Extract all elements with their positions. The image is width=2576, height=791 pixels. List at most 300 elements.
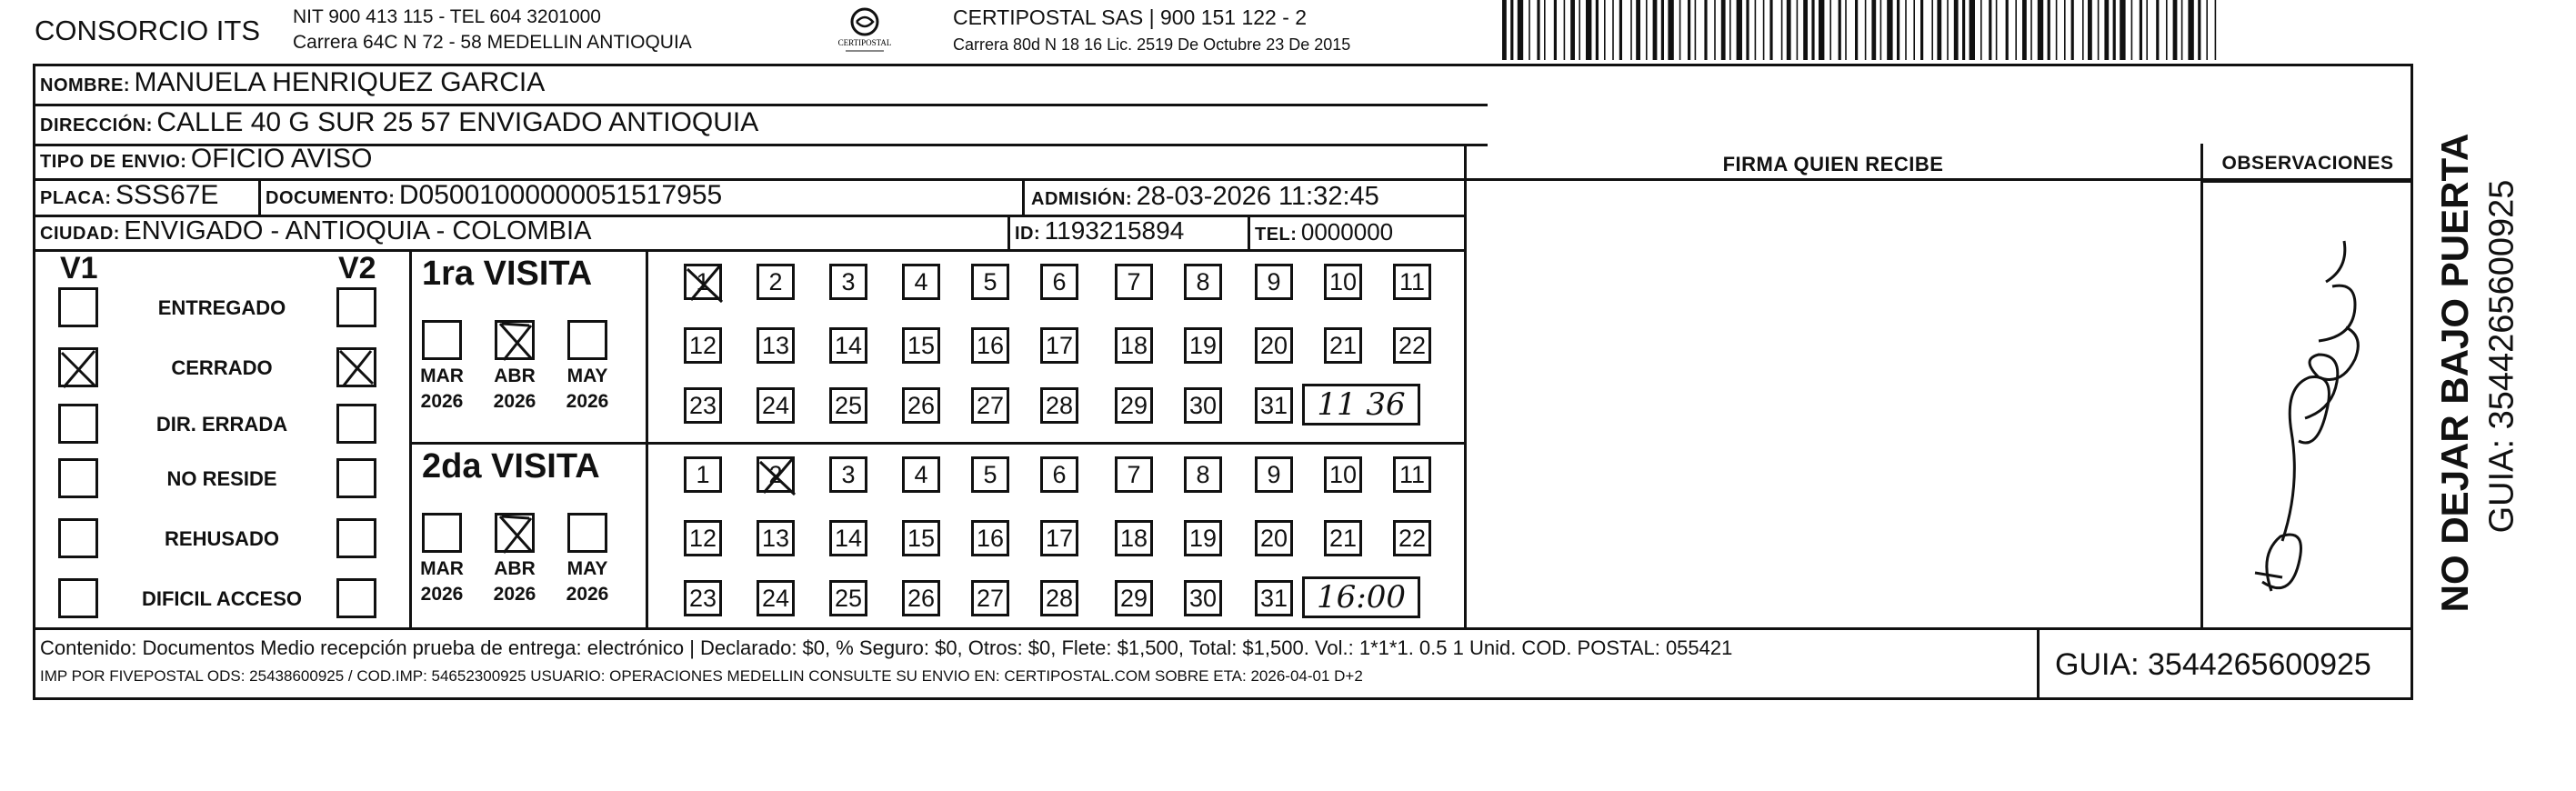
barcode-bar — [1970, 0, 1975, 60]
month-label — [562, 364, 613, 415]
barcode-bar — [1502, 0, 1507, 60]
month-name: ABR — [494, 365, 536, 386]
day-checkbox[interactable] — [971, 456, 1009, 493]
barcode-bar — [1871, 0, 1876, 60]
day-checkbox[interactable] — [902, 580, 940, 616]
day-number: 26 — [907, 391, 936, 419]
barcode-bar — [2215, 0, 2217, 60]
day-number: 17 — [1045, 331, 1074, 359]
barcode-bar — [1819, 0, 1824, 60]
day-checkbox[interactable] — [902, 387, 940, 424]
month-label — [416, 556, 467, 607]
barcode-bar — [1781, 0, 1783, 60]
day-number: 8 — [1196, 460, 1210, 488]
day-number: 28 — [1045, 391, 1074, 419]
v2-label: V2 — [338, 251, 376, 285]
v1-checkbox[interactable] — [58, 458, 98, 498]
barcode-bar — [1554, 0, 1557, 60]
day-check-mark — [757, 456, 798, 496]
barcode-bar — [2166, 0, 2168, 60]
barcode-bar — [2173, 0, 2178, 60]
day-number: 2 — [768, 460, 783, 488]
footer-contenido: Contenido: Documentos Medio recepción prueba de entrega: electrónico | Declarado: $0, % Seguro: $0, Otros: $0, Flete: $1,500, Total: $1,500. Vol.: 1*1*1. 0.5 1 Unid. COD. POSTAL: 055421 — [40, 636, 1733, 659]
observaciones-label: OBSERVACIONES — [2221, 153, 2394, 174]
barcode-bar — [1619, 0, 1622, 60]
day-number: 6 — [1052, 460, 1067, 488]
day-number: 23 — [688, 584, 717, 612]
barcode-bar — [2048, 0, 2050, 60]
v1-checkbox[interactable] — [58, 287, 98, 327]
footer-guia: GUIA: 3544265600925 — [2055, 647, 2371, 682]
day-check-mark — [684, 264, 726, 304]
day-checkbox[interactable] — [971, 327, 1009, 364]
visit-title: 2da VISITA — [422, 447, 600, 486]
month-year: 2026 — [420, 391, 464, 412]
day-checkbox[interactable] — [1393, 520, 1431, 556]
day-number: 16 — [976, 331, 1005, 359]
day-number: 27 — [976, 391, 1005, 419]
barcode-bar — [1564, 0, 1566, 60]
month-label — [562, 556, 613, 607]
barcode-bar — [1880, 0, 1882, 60]
day-checkbox[interactable] — [1393, 456, 1431, 493]
day-checkbox[interactable] — [1115, 387, 1153, 424]
month-year: 2026 — [493, 584, 536, 605]
month-name: MAY — [566, 558, 608, 579]
day-checkbox[interactable] — [1255, 387, 1293, 424]
ciudad-cell — [40, 216, 591, 246]
barcode-bar — [2022, 0, 2027, 60]
barcode-bar — [1704, 0, 1707, 60]
barcode-bar — [1897, 0, 1899, 60]
barcode-bar — [2015, 0, 2017, 60]
handwritten-signature — [2219, 227, 2382, 618]
day-checkbox[interactable] — [829, 456, 867, 493]
barcode-bar — [1769, 0, 1772, 60]
day-checkbox[interactable] — [1184, 520, 1222, 556]
day-number: 28 — [1045, 584, 1074, 612]
month-checkbox[interactable] — [422, 320, 462, 360]
day-checkbox[interactable] — [757, 327, 795, 364]
day-number: 22 — [1398, 524, 1427, 552]
barcode-bar — [2131, 0, 2133, 60]
day-checkbox[interactable] — [757, 520, 795, 556]
barcode-bar — [2146, 0, 2148, 60]
day-number: 12 — [688, 524, 717, 552]
barcode-bar — [1668, 0, 1673, 60]
day-number: 1 — [696, 267, 710, 295]
day-checkbox[interactable] — [684, 580, 722, 616]
v2-checkbox[interactable] — [336, 347, 376, 387]
day-checkbox[interactable] — [829, 520, 867, 556]
barcode-bar — [1579, 0, 1580, 60]
barcode-bar — [1803, 0, 1808, 60]
barcode-bar — [1653, 0, 1658, 60]
day-number: 29 — [1119, 584, 1148, 612]
status-label: ENTREGADO — [157, 296, 286, 319]
day-checkbox[interactable] — [684, 456, 722, 493]
barcode-bar — [1905, 0, 1907, 60]
day-checkbox[interactable] — [757, 456, 795, 493]
day-number: 31 — [1259, 584, 1288, 612]
month-checkbox[interactable] — [422, 513, 462, 553]
day-checkbox[interactable] — [829, 327, 867, 364]
day-checkbox[interactable] — [1115, 264, 1153, 300]
v2-checkbox[interactable] — [336, 518, 376, 558]
barcode-bar — [1529, 0, 1530, 60]
v2-checkbox[interactable] — [336, 578, 376, 618]
day-number: 5 — [983, 267, 997, 295]
day-checkbox[interactable] — [1255, 580, 1293, 616]
certipostal-logo — [837, 5, 893, 56]
day-number: 12 — [688, 331, 717, 359]
id-cell — [1015, 216, 1184, 245]
day-number: 5 — [983, 460, 997, 488]
month-label — [416, 364, 467, 415]
barcode-bar — [1737, 0, 1742, 60]
barcode-bar — [1839, 0, 1841, 60]
placa-cell — [40, 180, 218, 211]
day-number: 25 — [834, 391, 863, 419]
v1-label: V1 — [60, 251, 98, 285]
company-address-line: Carrera 64C N 72 - 58 MEDELLIN ANTIOQUIA — [293, 32, 692, 53]
barcode-bar — [2156, 0, 2159, 60]
day-checkbox[interactable] — [1324, 520, 1362, 556]
barcode-bar — [2006, 0, 2009, 60]
day-number: 18 — [1119, 524, 1148, 552]
day-checkbox[interactable] — [902, 327, 940, 364]
barcode-bar — [1920, 0, 1923, 60]
v1-checkbox[interactable] — [58, 404, 98, 444]
direccion-label: DIRECCIÓN: — [40, 115, 153, 135]
day-number: 15 — [907, 524, 936, 552]
barcode-bar — [1829, 0, 1831, 60]
month-name: MAR — [420, 558, 464, 579]
day-number: 6 — [1052, 267, 1067, 295]
day-checkbox[interactable] — [684, 264, 722, 300]
day-number: 19 — [1188, 524, 1218, 552]
barcode-bar — [1947, 0, 1949, 60]
barcode-bar — [2088, 0, 2092, 60]
v2-checkbox[interactable] — [336, 404, 376, 444]
day-number: 20 — [1259, 524, 1288, 552]
day-number: 11 — [1398, 267, 1426, 295]
day-checkbox[interactable] — [1184, 264, 1222, 300]
carrier-address: Carrera 80d N 18 16 Lic. 2519 De Octubre 23 De 2015 — [953, 35, 1351, 54]
svg-text:CERTIPOSTAL: CERTIPOSTAL — [837, 38, 892, 47]
barcode-bar — [1787, 0, 1791, 60]
day-checkbox[interactable] — [1040, 456, 1078, 493]
status-label: REHUSADO — [165, 527, 279, 550]
day-number: 30 — [1188, 584, 1218, 612]
day-number: 9 — [1267, 267, 1281, 295]
barcode-bar — [1612, 0, 1614, 60]
barcode-bar — [1714, 0, 1716, 60]
barcode-bar — [2206, 0, 2208, 60]
company-name: CONSORCIO ITS — [35, 15, 261, 46]
month-checkbox[interactable] — [495, 513, 535, 553]
barcode-bar — [1954, 0, 1959, 60]
day-number: 26 — [907, 584, 936, 612]
barcode-bar — [1855, 0, 1858, 60]
day-checkbox[interactable] — [1255, 520, 1293, 556]
day-checkbox[interactable] — [1393, 327, 1431, 364]
barcode — [1498, 0, 2224, 60]
barcode-bar — [2038, 0, 2043, 60]
v1-checkbox[interactable] — [58, 347, 98, 387]
barcode-bar — [2104, 0, 2109, 60]
day-checkbox[interactable] — [902, 456, 940, 493]
day-number: 3 — [841, 267, 856, 295]
day-number: 24 — [761, 584, 790, 612]
day-number: 19 — [1188, 331, 1218, 359]
barcode-bar — [2030, 0, 2032, 60]
firma-label: FIRMA QUIEN RECIBE — [1722, 153, 1944, 175]
barcode-bar — [1811, 0, 1814, 60]
id-value: 1193215894 — [1044, 216, 1185, 245]
day-checkbox[interactable] — [971, 387, 1009, 424]
status-label: DIR. ERRADA — [155, 413, 288, 436]
day-number: 29 — [1119, 391, 1148, 419]
admision-cell — [1031, 182, 1379, 212]
barcode-bar — [1544, 0, 1546, 60]
month-label — [489, 556, 540, 607]
day-number: 24 — [761, 391, 790, 419]
day-checkbox[interactable] — [1115, 580, 1153, 616]
day-number: 14 — [834, 331, 863, 359]
day-checkbox[interactable] — [1115, 520, 1153, 556]
day-number: 15 — [907, 331, 936, 359]
barcode-bar — [1661, 0, 1664, 60]
day-checkbox[interactable] — [1115, 327, 1153, 364]
day-number: 10 — [1328, 267, 1358, 295]
day-checkbox[interactable] — [1393, 264, 1431, 300]
barcode-bar — [1962, 0, 1965, 60]
day-number: 20 — [1259, 331, 1288, 359]
tipo-label: TIPO DE ENVIO: — [40, 152, 187, 172]
day-checkbox[interactable] — [1324, 456, 1362, 493]
nombre-value: MANUELA HENRIQUEZ GARCIA — [134, 67, 546, 97]
day-number: 3 — [841, 460, 856, 488]
day-number: 11 — [1398, 460, 1426, 488]
barcode-bar — [2120, 0, 2125, 60]
barcode-bar — [2082, 0, 2084, 60]
tipo-value: OFICIO AVISO — [190, 144, 373, 174]
day-checkbox[interactable] — [1040, 580, 1078, 616]
month-name: MAR — [420, 365, 464, 386]
day-checkbox[interactable] — [1255, 327, 1293, 364]
day-checkbox[interactable] — [1184, 456, 1222, 493]
barcode-bar — [1646, 0, 1648, 60]
side-guia: GUIA: 3544265600925 — [2482, 179, 2521, 534]
barcode-bar — [1980, 0, 1982, 60]
month-year: 2026 — [420, 584, 464, 605]
day-number: 27 — [976, 584, 1005, 612]
day-number: 22 — [1398, 331, 1427, 359]
barcode-bar — [1630, 0, 1632, 60]
day-checkbox[interactable] — [1324, 327, 1362, 364]
barcode-bar — [2056, 0, 2058, 60]
month-checkbox[interactable] — [567, 320, 607, 360]
day-checkbox[interactable] — [1115, 456, 1153, 493]
id-label: ID: — [1015, 224, 1041, 244]
barcode-bar — [1755, 0, 1757, 60]
barcode-bar — [1729, 0, 1731, 60]
barcode-bar — [1746, 0, 1749, 60]
direccion-value: CALLE 40 G SUR 25 57 ENVIGADO ANTIOQUIA — [156, 107, 759, 137]
day-number: 2 — [768, 267, 783, 295]
day-number: 25 — [834, 584, 863, 612]
day-checkbox[interactable] — [684, 387, 722, 424]
day-checkbox[interactable] — [1184, 580, 1222, 616]
day-number: 7 — [1127, 460, 1141, 488]
month-year: 2026 — [566, 584, 609, 605]
documento-value: D05001000000051517955 — [398, 180, 723, 210]
hour-handwritten: 11 36 — [1302, 384, 1420, 426]
day-number: 14 — [834, 524, 863, 552]
day-checkbox[interactable] — [1184, 387, 1222, 424]
day-checkbox[interactable] — [1040, 327, 1078, 364]
day-number: 1 — [696, 460, 710, 488]
placa-value: SSS67E — [115, 180, 219, 210]
barcode-bar — [2140, 0, 2142, 60]
day-checkbox[interactable] — [1255, 264, 1293, 300]
barcode-bar — [2064, 0, 2066, 60]
barcode-bar — [2181, 0, 2183, 60]
day-checkbox[interactable] — [971, 264, 1009, 300]
day-number: 4 — [914, 267, 928, 295]
day-checkbox[interactable] — [829, 264, 867, 300]
day-number: 18 — [1119, 331, 1148, 359]
day-checkbox[interactable] — [902, 264, 940, 300]
day-checkbox[interactable] — [829, 387, 867, 424]
admision-label: ADMISIÓN: — [1031, 189, 1133, 209]
barcode-bar — [1721, 0, 1726, 60]
day-number: 17 — [1045, 524, 1074, 552]
carrier-name: CERTIPOSTAL SAS | 900 151 122 - 2 — [953, 5, 1308, 29]
v2-checkbox[interactable] — [336, 458, 376, 498]
barcode-bar — [1695, 0, 1697, 60]
company-nit-line: NIT 900 413 115 - TEL 604 3201000 — [293, 6, 601, 27]
hour-handwritten: 16:00 — [1302, 576, 1420, 618]
day-checkbox[interactable] — [757, 580, 795, 616]
barcode-bar — [1931, 0, 1933, 60]
visit-title: 1ra VISITA — [422, 255, 593, 293]
barcode-bar — [1570, 0, 1575, 60]
month-year: 2026 — [566, 391, 609, 412]
v2-checkbox[interactable] — [336, 287, 376, 327]
day-checkbox[interactable] — [829, 580, 867, 616]
day-checkbox[interactable] — [1040, 387, 1078, 424]
month-name: MAY — [566, 365, 608, 386]
tel-value: 0000000 — [1300, 218, 1394, 245]
barcode-bar — [2071, 0, 2074, 60]
barcode-bar — [1989, 0, 1991, 60]
day-number: 9 — [1267, 460, 1281, 488]
day-number: 30 — [1188, 391, 1218, 419]
day-number: 21 — [1328, 331, 1358, 359]
barcode-bar — [2113, 0, 2116, 60]
day-number: 23 — [688, 391, 717, 419]
status-label: CERRADO — [171, 356, 273, 379]
day-number: 16 — [976, 524, 1005, 552]
side-no-dejar: NO DEJAR BAJO PUERTA — [2433, 133, 2476, 613]
day-checkbox[interactable] — [1040, 520, 1078, 556]
day-number: 8 — [1196, 267, 1210, 295]
day-checkbox[interactable] — [1324, 264, 1362, 300]
admision-value: 28-03-2026 11:32:45 — [1136, 182, 1379, 211]
status-label: NO RESIDE — [166, 467, 277, 490]
placa-label: PLACA: — [40, 188, 112, 208]
v1-checkbox[interactable] — [58, 518, 98, 558]
day-number: 4 — [914, 460, 928, 488]
barcode-bar — [1887, 0, 1892, 60]
month-year: 2026 — [493, 391, 536, 412]
barcode-bar — [1586, 0, 1591, 60]
day-checkbox[interactable] — [684, 520, 722, 556]
barcode-bar — [1537, 0, 1539, 60]
v1-checkbox[interactable] — [58, 578, 98, 618]
nombre-row — [40, 67, 545, 98]
barcode-bar — [2188, 0, 2193, 60]
footer-imp: IMP POR FIVEPOSTAL ODS: 25438600925 / COD.IMP: 54652300925 USUARIO: OPERACIONES MEDELLIN CONSULTE SU ENVIO EN: CERTIPOSTAL.COM SOBRE ETA: 2026-04-01 D+2 — [40, 667, 1363, 685]
barcode-bar — [1688, 0, 1690, 60]
day-checkbox[interactable] — [902, 520, 940, 556]
month-checkbox[interactable] — [567, 513, 607, 553]
day-checkbox[interactable] — [757, 264, 795, 300]
barcode-bar — [1937, 0, 1941, 60]
barcode-bar — [1763, 0, 1765, 60]
day-number: 7 — [1127, 267, 1141, 295]
barcode-bar — [2098, 0, 2100, 60]
day-number: 10 — [1328, 460, 1358, 488]
tel-label: TEL: — [1255, 225, 1298, 245]
ciudad-value: ENVIGADO - ANTIOQUIA - COLOMBIA — [124, 216, 592, 245]
day-checkbox[interactable] — [971, 580, 1009, 616]
nombre-label: NOMBRE: — [40, 75, 131, 95]
day-checkbox[interactable] — [1040, 264, 1078, 300]
day-checkbox[interactable] — [684, 327, 722, 364]
day-number: 21 — [1328, 524, 1358, 552]
barcode-bar — [1865, 0, 1867, 60]
day-checkbox[interactable] — [971, 520, 1009, 556]
day-checkbox[interactable] — [1255, 456, 1293, 493]
barcode-bar — [1518, 0, 1523, 60]
barcode-bar — [1913, 0, 1915, 60]
tel-cell — [1255, 218, 1393, 246]
barcode-bar — [1604, 0, 1606, 60]
status-label: DIFICIL ACCESO — [141, 587, 302, 610]
day-number: 13 — [761, 524, 790, 552]
barcode-bar — [1845, 0, 1847, 60]
direccion-row — [40, 107, 758, 138]
tipo-row — [40, 144, 372, 175]
documento-label: DOCUMENTO: — [266, 188, 396, 208]
day-checkbox[interactable] — [1184, 327, 1222, 364]
day-checkbox[interactable] — [757, 387, 795, 424]
month-checkbox[interactable] — [495, 320, 535, 360]
month-label — [489, 364, 540, 415]
barcode-bar — [2198, 0, 2200, 60]
barcode-bar — [1510, 0, 1513, 60]
barcode-bar — [1679, 0, 1681, 60]
barcode-bar — [1596, 0, 1599, 60]
barcode-bar — [1797, 0, 1799, 60]
documento-cell — [266, 180, 722, 211]
day-number: 13 — [761, 331, 790, 359]
month-name: ABR — [494, 558, 536, 579]
ciudad-label: CIUDAD: — [40, 224, 120, 244]
